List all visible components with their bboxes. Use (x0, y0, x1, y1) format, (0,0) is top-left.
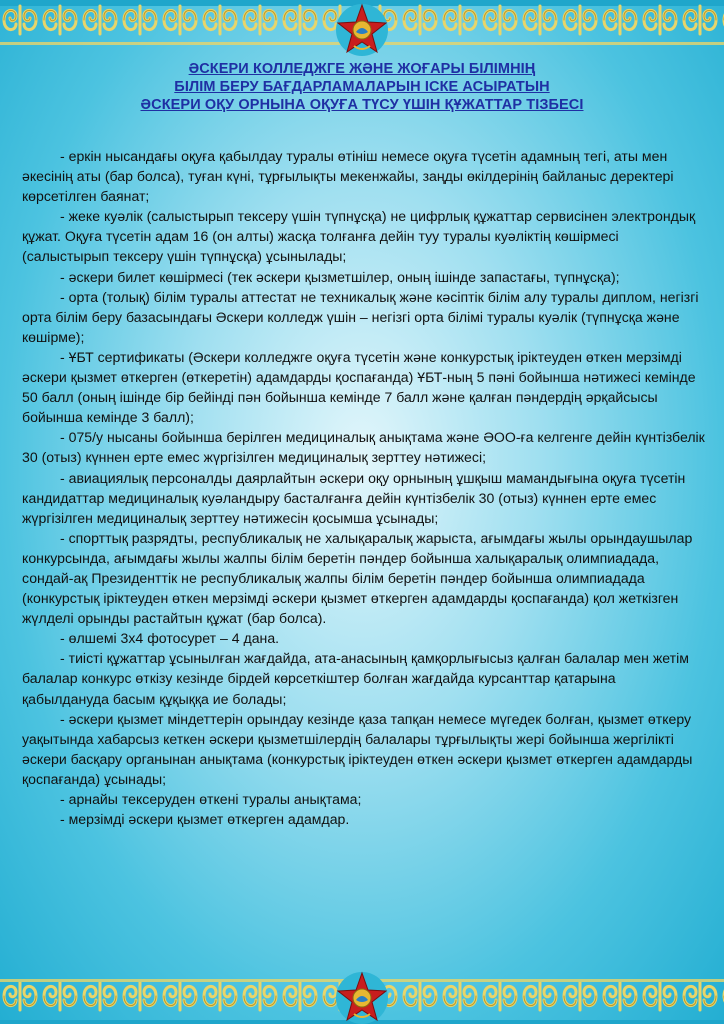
list-item: - мерзімді әскери қызмет өткерген адамдар. (60, 811, 350, 828)
army-star-emblem-icon (334, 2, 390, 58)
list-item: - әскери билет көшірмесі (тек әскери қызметшілер, оның ішінде запастағы, түпнұсқа); (60, 268, 620, 285)
list-item: - еркін нысандағы оқуға қабылдау туралы өтініш немесе оқуға түсетін адамның тегі, аты мен әкесінің аты (бар болса), туған күні, тұрғылықты мекенжайы, заңды өкілдерінің байланыс деректері көрсетілген баянат; (22, 148, 674, 205)
list-item: - спорттық разрядты, республикалық не халықаралық жарыста, ағымдағы жылы орындаушылар конкурсында, ағымдағы жылы жалпы білім беретін пәндер бойынша халықаралық олимпиадада, сондай-ақ Президенттік не республикалық жалпы білім беретін пәндер бойынша олимпиадада (конкурстық іріктеуден өткен мерзімді әскери қызмет өткерген адамдарды қоспағанда) қол жеткізген жүлделі орынды растайтын құжат (бар болса). (22, 529, 693, 627)
list-item: - 075/у нысаны бойынша берілген медициналық анықтама және ӘОО-ға келгенге дейін күнтізбелік 30 (отыз) күннен ерте емес жүргізілген медициналық зерттеу нәтижесі; (22, 429, 705, 466)
list-item: - ҰБТ сертификаты (Әскери колледжге оқуға түсетін және конкурстық іріктеуден өткен мерзімді әскери қызмет өткерген (өткеретін) адамдарды қоспағанда) ҰБТ-ның 5 пәні бойынша нәтижесі кемінде 50 балл (оның ішінде бір бейінді пән бойынша кемінде 7 балл және қалған пәндердің әрқайсысы бойынша кемінде 3 балл); (22, 348, 696, 426)
list-item: - өлшемі 3х4 фотосурет – 4 дана. (60, 630, 280, 647)
list-item: - орта (толық) білім туралы аттестат не техникалық және кәсіптік білім алу туралы диплом, негізгі орта білім беру базасындағы Әскери колледж үшін – негізгі орта білімі туралы куәлік (түпнұсқа және көшірме); (22, 288, 699, 345)
list-item: - жеке куәлік (салыстырып тексеру үшін түпнұсқа) не цифрлық құжаттар сервисінен электрондық құжат. Оқуға түсетін адам 16 (он алты) жасқа толғанға дейін туу туралы куәліктің көшірмесі (салыстырып тексеру үшін түпнұсқа) ұсынылады; (22, 208, 696, 265)
list-item: - тиісті құжаттар ұсынылған жағдайда, ата-анасының қамқорлығысыз қалған балалар мен жетім балалар конкурс өткізу кезінде бірдей көрсеткіштер болған жағдайда курсанттар қатарына қабылдануда басым құқыққа ие болады; (22, 650, 689, 707)
page-title (0, 60, 724, 114)
list-item: - авиациялық персоналды даярлайтын әскери оқу орнының ұшқыш мамандығына оқуға түсетін кандидаттар медициналық куәландыру басталғанға дейін күнтізбелік 30 (отыз) күннен ерте емес жүргізілген медициналық зерттеу нәтижесін қосымша ұсынады; (22, 469, 686, 526)
title-line-3: ӘСКЕРИ ОҚУ ОРНЫНА ОҚУҒА ТҮСУ ҮШІН ҚҰЖАТТАР ТІЗБЕСІ (140, 97, 584, 113)
list-item: - әскери қызмет міндеттерін орындау кезінде қаза тапқан немесе мүгедек болған, қызмет өткеру уақытында хабарсыз кеткен әскери қызметшілердің балалары тұрғылықты жері бойынша жергілікті әскери басқару органынан анықтама (конкурстық іріктеуден өткен әскери қызмет өткерген адамдарды қоспағанда) ұсынады; (22, 710, 693, 787)
army-star-emblem-icon (334, 970, 390, 1024)
document-list (22, 146, 706, 829)
list-item: - арнайы тексеруден өткені туралы анықтама; (60, 791, 362, 807)
title-line-2: БІЛІМ БЕРУ БАҒДАРЛАМАЛАРЫН ІСКЕ АСЫРАТЫН (174, 79, 550, 95)
title-line-1: ӘСКЕРИ КОЛЛЕДЖГЕ ЖӘНЕ ЖОҒАРЫ БІЛІМНІҢ (188, 61, 536, 77)
